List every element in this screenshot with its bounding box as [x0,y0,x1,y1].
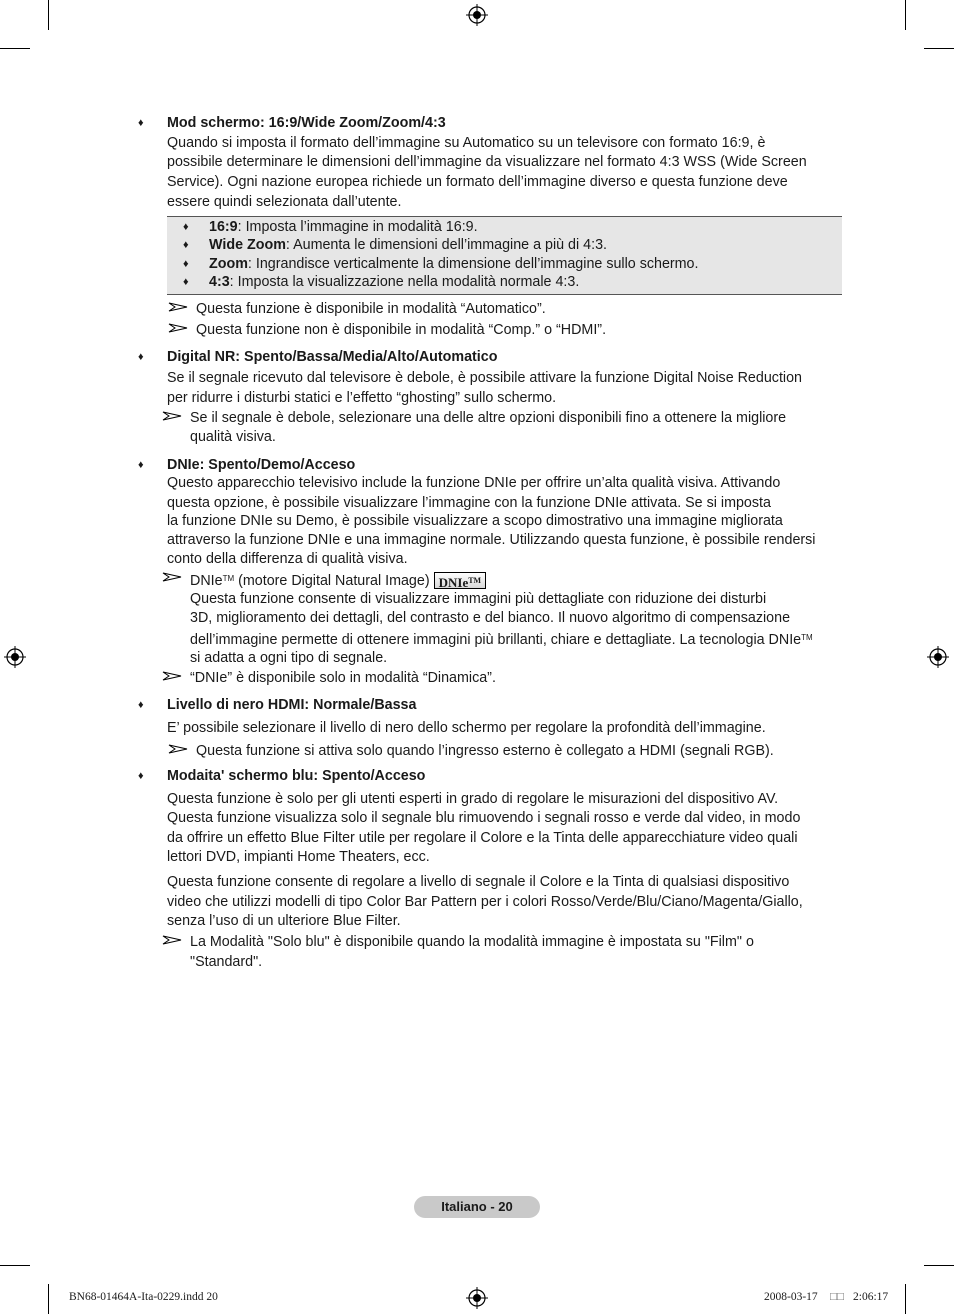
paragraph-line: per ridurre i disturbi statici e l’effetto “ghosting” sullo schermo. [167,390,557,406]
bullet-icon: ♦ [138,117,144,129]
paragraph-line: Quando si imposta il formato dell’immagine su Automatico su un televisore con formato 16:9, è [167,135,766,151]
paragraph-line: da offrire un effetto Blue Filter utile per regolare il Colore e la Tinta delle apparecchiature video quali [167,830,798,846]
crop-mark [0,1265,30,1266]
note-arrow-icon [162,671,182,681]
paragraph-line: Questa funzione è solo per gli utenti esperti in grado di regolare le misurazioni del dispositivo AV. [167,791,779,807]
option-term: 4:3 [209,274,230,290]
paragraph-line: Questa funzione consente di regolare a livello di segnale il Colore e la Tinta di qualsiasi dispositivo [167,874,790,890]
note-text-segment: dell’immagine permette di ottenere immagini più brillanti, chiare e dettagliate. La tecnologia DNIe [190,632,802,648]
option-item [209,236,607,254]
paragraph-line: attraverso la funzione DNIe e una immagine normale. Utilizzando questa funzione, è possibile rendersi [167,532,816,548]
crop-mark [0,48,30,49]
paragraph-line: conto della differenza di qualità visiva. [167,551,408,567]
paragraph-line: Service). Ogni nazione europea richiede un formato dell’immagine diverso e questa funzione deve [167,174,788,190]
option-desc: : Aumenta le dimensioni dell’immagine a più di 4:3. [285,237,607,253]
dnie-logo [434,572,487,589]
crop-mark [48,1284,49,1314]
footer-glyphs: □□ [830,1291,844,1303]
note-text: “DNIe” è disponibile solo in modalità “Dinamica”. [190,670,496,686]
section-heading-digital-nr: Digital NR: Spento/Bassa/Media/Alto/Automatico [167,349,498,365]
option-desc: : Imposta la visualizzazione nella modalità normale 4:3. [229,274,580,290]
paragraph-line: lettori DVD, impianti Home Theaters, ecc. [167,849,430,865]
dnie-label: DNIe [190,573,223,589]
option-term: Wide Zoom [209,237,286,253]
registration-mark-icon [4,646,26,668]
crop-mark [924,1265,954,1266]
dnie-logo-tm: TM [468,576,482,585]
bullet-icon: ♦ [138,351,144,363]
bullet-icon: ♦ [183,221,189,233]
paragraph-line: Se il segnale ricevuto dal televisore è debole, è possibile attivare la funzione Digital Noise Reduction [167,370,802,386]
registration-mark-icon [466,4,488,26]
note-text [190,629,813,649]
note-text: Questa funzione consente di visualizzare immagini più dettagliate con riduzione dei disturbi [190,591,767,607]
bullet-icon: ♦ [183,258,189,270]
option-item [209,218,478,236]
paragraph-line: questa opzione, è possibile visualizzare l’immagine con la funzione DNIe attivata. Se si imposta [167,495,771,511]
bullet-icon: ♦ [183,276,189,288]
footer-file-name: BN68-01464A-Ita-0229.indd 20 [69,1291,218,1303]
crop-mark [924,48,954,49]
option-item [209,273,579,291]
dnie-logo-text: DNIe [438,575,469,590]
dnie-engine-label: (motore Digital Natural Image) [234,573,430,589]
option-term: Zoom [209,256,248,272]
section-heading-dnie: DNIe: Spento/Demo/Acceso [167,457,356,473]
option-desc: : Imposta l’immagine in modalità 16:9. [237,219,478,235]
note-text: Questa funzione non è disponibile in modalità “Comp.” o “HDMI”. [196,322,607,338]
section-heading-livello-nero: Livello di nero HDMI: Normale/Bassa [167,697,417,713]
bullet-icon: ♦ [183,239,189,251]
note-arrow-icon [168,302,188,312]
trademark-mark: TM [222,574,235,583]
bullet-icon: ♦ [138,459,144,471]
registration-mark-icon [466,1287,488,1309]
note-text [190,570,486,590]
paragraph-line: E’ possibile selezionare il livello di nero dello schermo per regolare la profondità dell’immagine. [167,720,766,736]
option-item [209,255,698,273]
section-heading-schermo-blu: Modaita' schermo blu: Spento/Acceso [167,768,426,784]
note-arrow-icon [168,744,188,754]
page-number-label: Italiano - 20 [414,1196,540,1218]
section-heading-mod-schermo: Mod schermo: 16:9/Wide Zoom/Zoom/4:3 [167,115,446,131]
crop-mark [905,1284,906,1314]
note-text: si adatta a ogni tipo di segnale. [190,650,388,666]
note-text: Questa funzione è disponibile in modalità “Automatico”. [196,301,546,317]
note-arrow-icon [168,323,188,333]
note-text: qualità visiva. [190,429,276,445]
option-term: 16:9 [209,219,238,235]
paragraph-line: video che utilizzi modelli di tipo Color Bar Pattern per i colori Rosso/Verde/Blu/Ciano/Magenta/Giallo, [167,894,803,910]
crop-mark [48,0,49,30]
footer-date: 2008-03-17 [764,1291,818,1303]
paragraph-line: essere quindi selezionata dall’utente. [167,194,402,210]
option-desc: : Ingrandisce verticalmente la dimensione dell’immagine sullo schermo. [247,256,699,272]
footer-time: 2:06:17 [853,1291,889,1303]
crop-mark [905,0,906,30]
registration-mark-icon [927,646,949,668]
note-arrow-icon [162,572,182,582]
paragraph-line: Questo apparecchio televisivo include la funzione DNIe per offrire un’alta qualità visiva. Attivando [167,475,781,491]
note-text: La Modalità "Solo blu" è disponibile quando la modalità immagine è impostata su "Film" o [190,934,754,950]
paragraph-line: senza l’uso di un ulteriore Blue Filter. [167,913,401,929]
note-text: "Standard". [190,954,263,970]
note-text: Questa funzione si attiva solo quando l’ingresso esterno è collegato a HDMI (segnali RGB). [196,743,774,759]
bullet-icon: ♦ [138,699,144,711]
bullet-icon: ♦ [138,770,144,782]
note-arrow-icon [162,935,182,945]
note-text: Se il segnale è debole, selezionare una delle altre opzioni disponibili fino a ottenere la migliore [190,410,787,426]
paragraph-line: possibile determinare le dimensioni dell’immagine da visualizzare nel formato 4:3 WSS (Wide Screen [167,154,807,170]
note-arrow-icon [162,411,182,421]
paragraph-line: Questa funzione visualizza solo il segnale blu rimuovendo i segnali rosso e verde dal video, in modo [167,810,801,826]
paragraph-line: la funzione DNIe su Demo, è possibile visualizzare a scopo dimostrativo una immagine migliorata [167,513,783,529]
trademark-mark: TM [801,633,813,642]
note-text: 3D, miglioramento dei dettagli, del contrasto e del bianco. Il nuovo algoritmo di compensazione [190,610,791,626]
